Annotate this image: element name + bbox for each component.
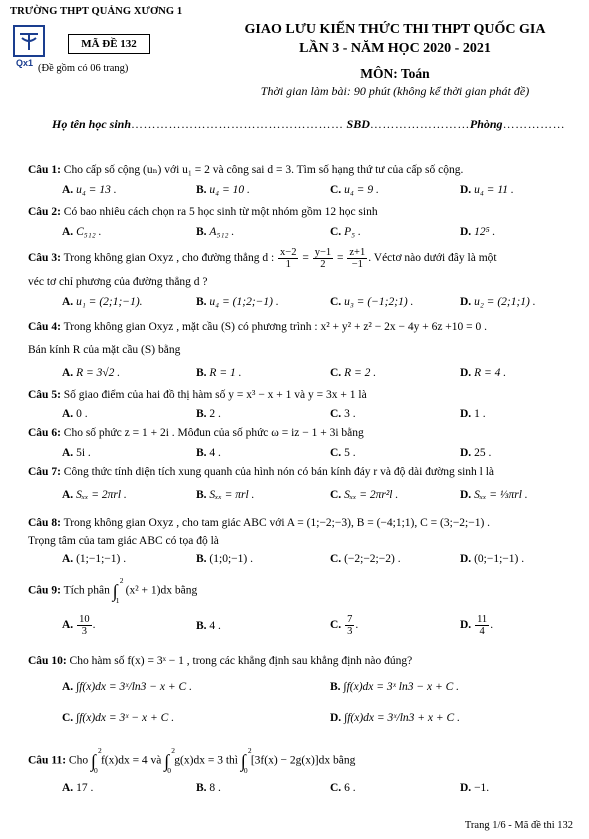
options-q8: A. (1;−1;−1) . B. (1;0;−1) . C. (−2;−2;−2) . D. (0;−1;−1) . [62, 553, 525, 565]
pages-note: (Đề gồm có 06 trang) [38, 63, 129, 74]
question-5: Câu 5: Số giao điểm của hai đồ thị hàm số y = x³ − x + 1 và y = 3x + 1 là [28, 389, 367, 401]
options-q10-row2: C. ∫f(x)dx = 3ˣ − x + C . D. ∫f(x)dx = 3ˣ/ln3 + x + C . [62, 712, 460, 724]
question-11: Câu 11: Cho ∫ 2 0 f(x)dx = 4 và ∫ 2 0 g(x)dx = 3 thì ∫ 2 0 [3f(x) − 2g(x)]dx bằng [28, 746, 356, 775]
student-info-line: Họ tên học sinh…………………………………………… SBD……………………Phòng…………… [52, 117, 566, 131]
question-4: Câu 4: Trong không gian Oxyz , mặt cầu (S) có phương trình : x² + y² + z² − 2x − 4y + 6z +10 = 0 . [28, 321, 488, 333]
school-logo [12, 24, 52, 68]
subject-title: MÔN: Toán [360, 66, 430, 81]
question-9: Câu 9: Tích phân ∫ 2 1 (x² + 1)dx bằng [28, 576, 198, 605]
question-4-line2: Bán kính R của mặt cầu (S) bằng [28, 344, 181, 356]
integral-sign: ∫ 2 0 [90, 746, 102, 775]
question-3: Câu 3: Trong không gian Oxyz , cho đường thẳng d : $\frac{x-2}{1}$ = $\frac{y-1}{2}$ = $\frac{z+1}{-1}$ . Véctơ nào dưới đây là một [28, 247, 497, 270]
integral-sign: ∫ 2 1 [112, 576, 124, 605]
question-8: Câu 8: Trong không gian Oxyz , cho tam giác ABC với A = (1;−2;−3), B = (−4;1;1), C = (3;−2;−1) . [28, 517, 491, 529]
question-7: Câu 7: Công thức tính diện tích xung quanh của hình nón có bán kính đáy r và độ dài đường sinh l là [28, 466, 495, 478]
exam-title: GIAO LƯU KIẾN THỨC THI THPT QUỐC GIA LẦN 3 - NĂM HỌC 2020 - 2021 [244, 22, 546, 56]
question-1: Câu 1: Cho cấp số cộng (uₙ) với u₁ = 2 và công sai d = 3. Tìm số hạng thứ tư của cấp số cộng. [28, 164, 464, 176]
question-6: Câu 6: Cho số phức z = 1 + 2i . Môđun của số phức ω = iz − 1 + 3i bằng [28, 427, 364, 439]
options-q6: A. 5i . B. 4 . C. 5 . D. 25 . [62, 447, 492, 459]
options-q1: A. u₄ = 13 . B. u₄ = 10 . C. u₄ = 9 . D. u₄ = 11 . [62, 184, 514, 196]
question-8-line2: Trọng tâm của tam giác ABC có tọa độ là [28, 535, 219, 547]
options-q4: A. R = 3√2 . B. R = 1 . C. R = 2 . D. R = 4 . [62, 367, 507, 379]
options-q3: A. u₁ = (2;1;−1). B. u₄ = (1;2;−1) . C. u₃ = (−1;2;1) . D. u₂ = (2;1;1) . [62, 296, 536, 308]
integral-sign: ∫ 2 0 [164, 746, 176, 775]
school-name: TRƯỜNG THPT QUẢNG XƯƠNG 1 [10, 6, 183, 17]
options-q9: A. $\frac{10}{3}$ . B. 4 . C. $\frac{7}{3}$ . D. $\frac{11}{4}$ . [62, 614, 494, 637]
question-3-line2: véc tơ chỉ phương của đường thẳng d ? [28, 276, 208, 288]
integral-sign: ∫ 2 0 [240, 746, 252, 775]
page-footer: Trang 1/6 - Mã đề thi 132 [464, 820, 573, 831]
duration-note: Thời gian làm bài: 90 phút (không kể thời gian phát đề) [260, 84, 530, 98]
options-q10-row1: A. ∫f(x)dx = 3ˣ/ln3 − x + C . B. ∫f(x)dx = 3ˣ ln3 − x + C . [62, 681, 460, 693]
options-q2: A. C₅₁₂ . B. A₅₁₂ . C. P₅ . D. 12⁵ . [62, 226, 496, 238]
svg-text:Qx1: Qx1 [16, 58, 34, 68]
options-q7: A. Sₓₓ = 2πrl . B. Sₓₓ = πrl . C. Sₓₓ = 2πr²l . D. Sₓₓ = ⅓πrl . [62, 489, 528, 501]
options-q5: A. 0 . B. 2 . C. 3 . D. 1 . [62, 408, 486, 420]
question-2: Câu 2: Có bao nhiêu cách chọn ra 5 học sinh từ một nhóm gồm 12 học sinh [28, 206, 378, 218]
question-10: Câu 10: Cho hàm số f(x) = 3ˣ − 1 , trong các khẳng định sau khẳng định nào đúng? [28, 655, 413, 667]
exam-code: MÃ ĐỀ 132 [68, 34, 150, 54]
options-q11: A. 17 . B. 8 . C. 6 . D. −1. [62, 782, 490, 794]
